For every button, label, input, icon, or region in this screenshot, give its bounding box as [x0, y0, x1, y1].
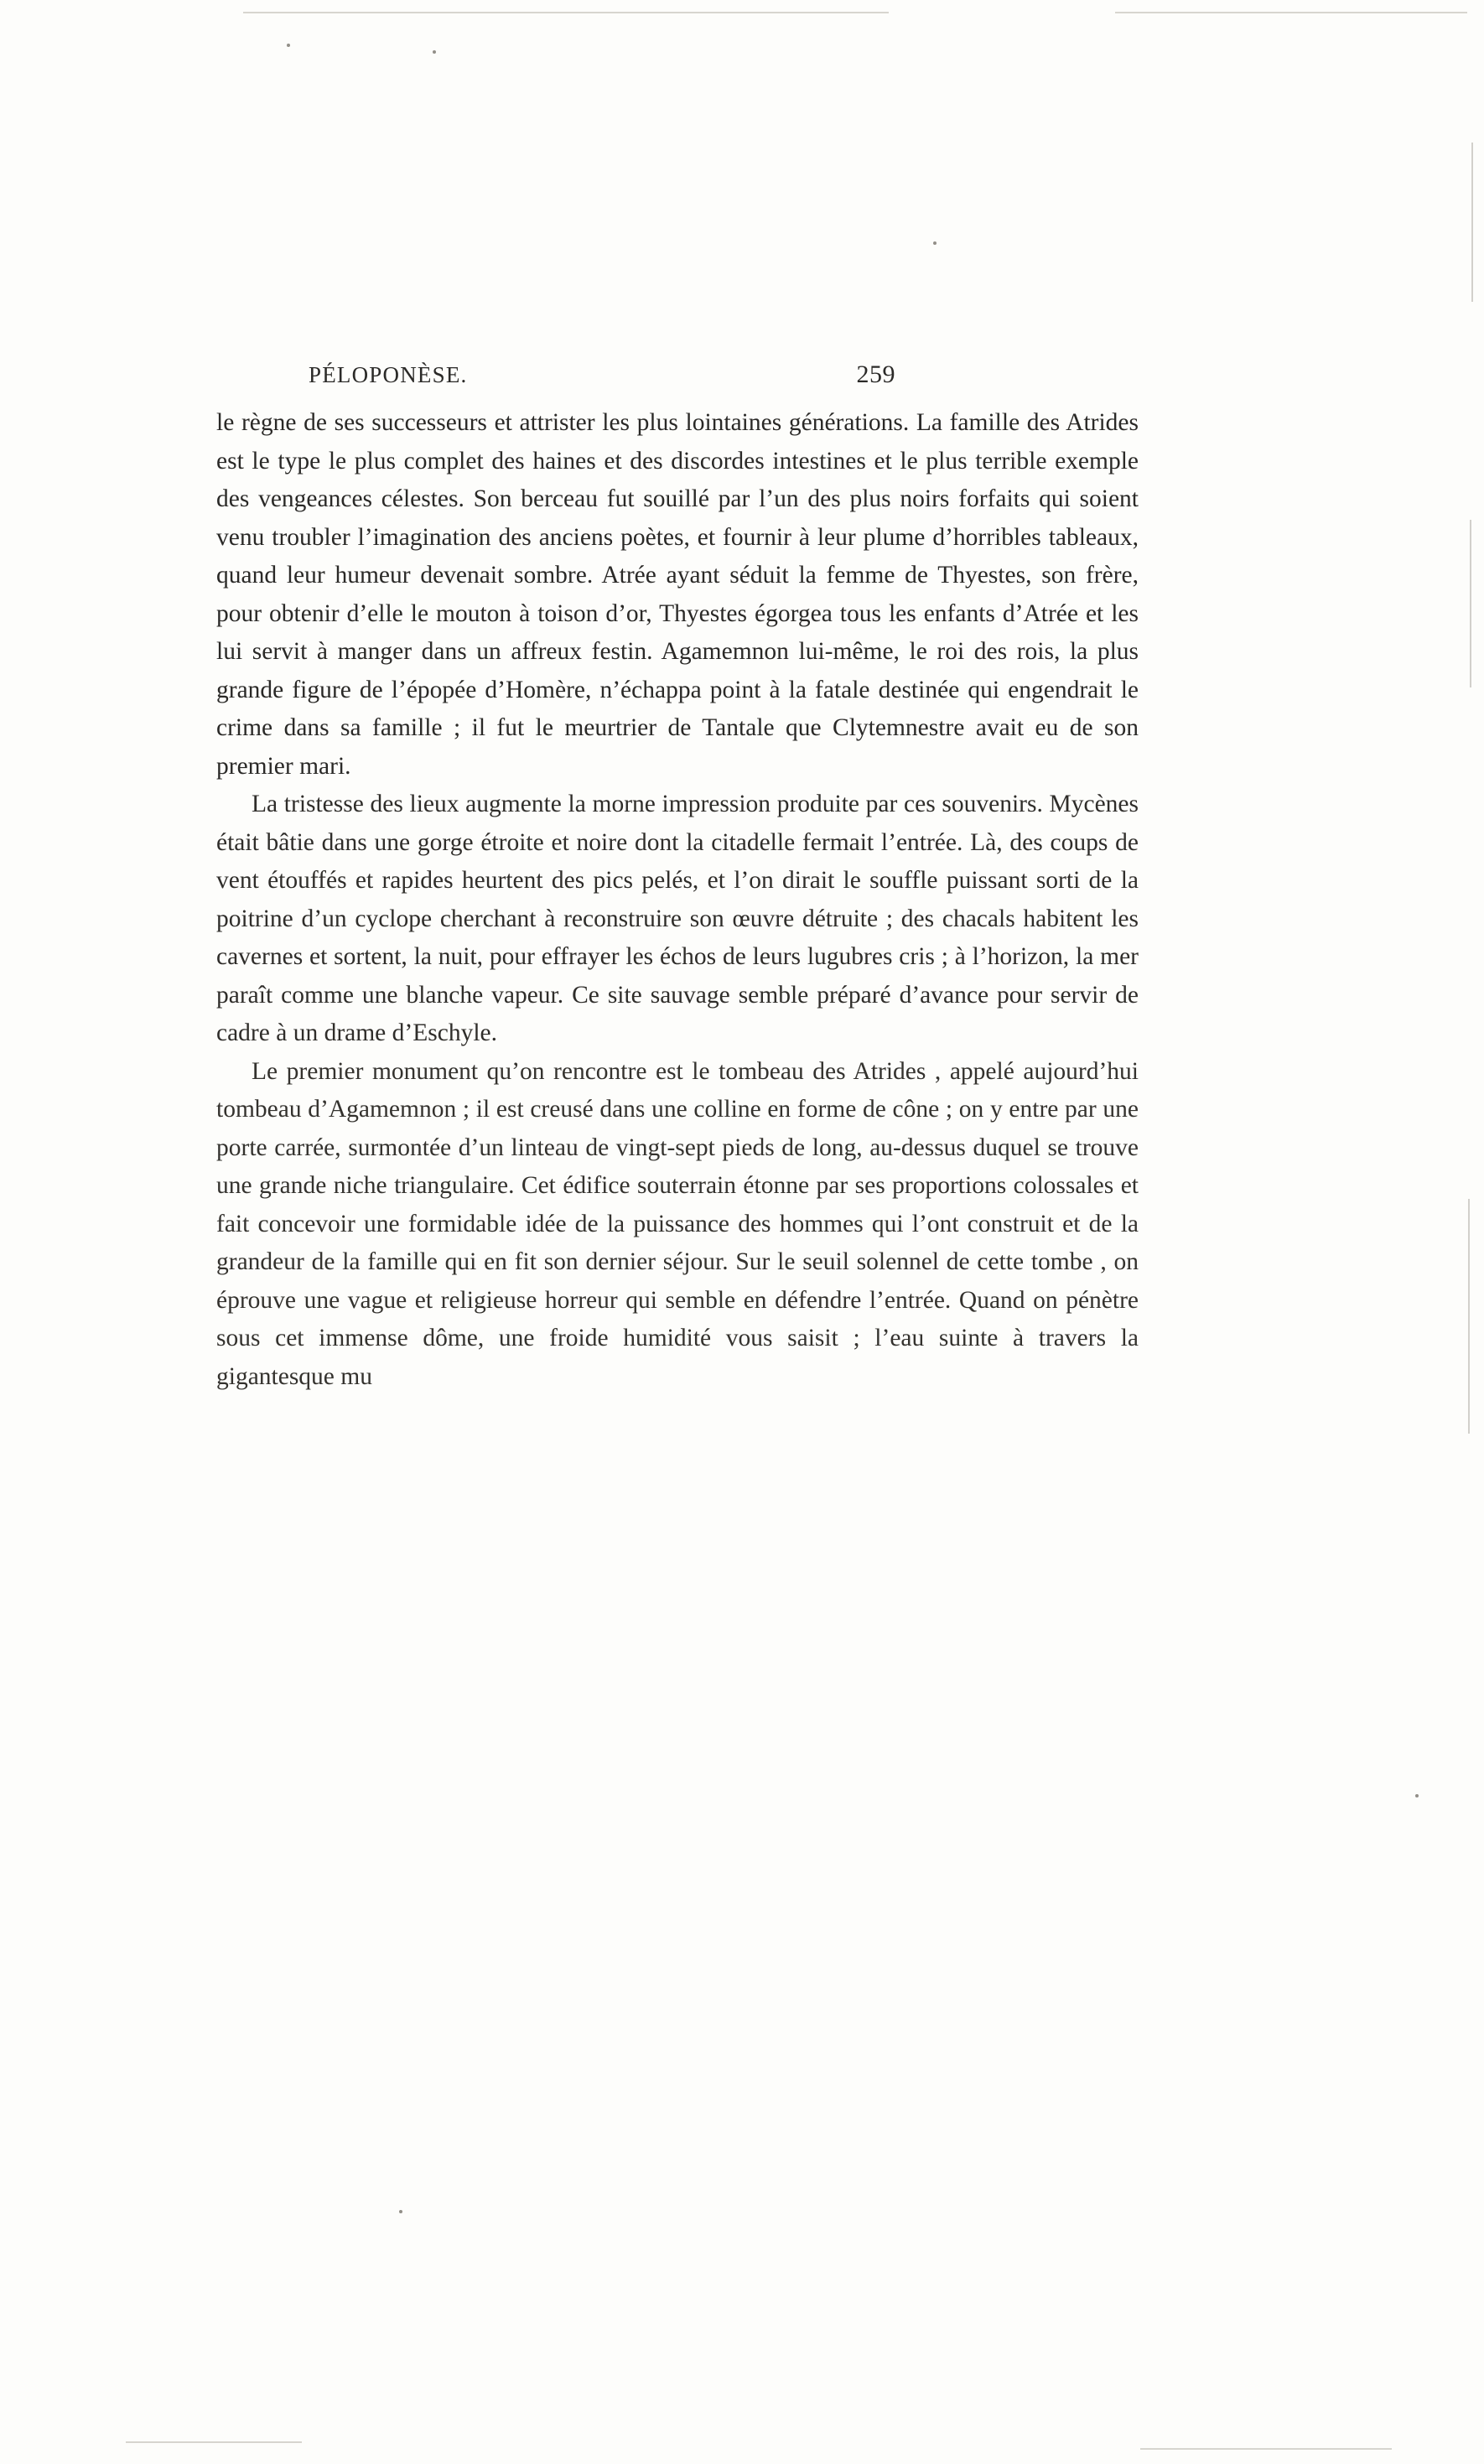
- scan-speck-d: [399, 2210, 402, 2213]
- scan-speck-e: [1415, 1794, 1419, 1797]
- paragraph-1: le règne de ses successeurs et attrister les plus lointaines générations. La famille des Atrides est le type le plus complet des haines et des discordes intestines et le plus terrible exemple des vengeances célestes. Son berceau fut souillé par l’un des plus noirs forfaits qui soient venu troubler l’imagination des anciens poètes, et fournir à leur plume d’horribles tableaux, quand leur humeur devenait sombre. Atrée ayant séduit la femme de Thyestes, son frère, pour obtenir d’elle le mouton à toison d’or, Thyestes égorgea tous les enfants d’Atrée et les lui servit à manger dans un affreux festin. Agamemnon lui-même, le roi des rois, la plus grande figure de l’épopée d’Homère, n’échappa point à la fatale destinée qui engendrait le crime dans sa famille ; il fut le meurtrier de Tantale que Clytemnestre avait eu de son premier mari.: [216, 409, 1139, 780]
- text-column: [216, 361, 1139, 1396]
- scan-edge-rule-right-lower: [1468, 1199, 1470, 1434]
- scan-speck-c: [933, 241, 937, 245]
- scan-artifact-bottom-right: [1140, 2448, 1392, 2450]
- running-head: [309, 361, 895, 389]
- paragraph-3: Le premier monument qu’on rencontre est le tombeau des Atrides , appelé aujourd’hui tombeau d’Agamemnon ; il est creusé dans une colline en forme de cône ; on y entre par une porte carrée, surmontée d’un linteau de vingt-sept pieds de long, au-dessus duquel se trouve une grande niche triangulaire. Cet édifice souterrain étonne par ses proportions colossales et fait concevoir une formidable idée de la puissance des hommes qui l’ont construit et de la grandeur de la famille qui en fit son dernier séjour. Sur le seuil solennel de cette tombe , on éprouve une vague et religieuse horreur qui semble en défendre l’entrée. Quand on pénètre sous cet immense dôme, une froide humidité vous saisit ; l’eau suinte à travers la gigantesque mu: [216, 1057, 1139, 1390]
- page-number: 259: [856, 361, 895, 388]
- scan-artifact-bottom-left: [126, 2441, 302, 2443]
- scan-edge-rule-right-upper: [1471, 143, 1473, 302]
- scan-artifact-top-left: [243, 12, 889, 13]
- scan-edge-rule-right-mid: [1470, 520, 1471, 687]
- running-head-title: PÉLOPONÈSE.: [309, 362, 468, 387]
- paragraph-2: La tristesse des lieux augmente la morne impression produite par ces souvenirs. Mycènes était bâtie dans une gorge étroite et noire dont la citadelle fermait l’entrée. Là, des coups de vent étouffés et rapides heurtent des pics pelés, et l’on dirait le souffle puissant sorti de la poitrine d’un cyclope cherchant à reconstruire son œuvre détruite ; des chacals habitent les cavernes et sortent, la nuit, pour effrayer les échos de leurs lugubres cris ; à l’horizon, la mer paraît comme une blanche vapeur. Ce site sauvage semble préparé d’avance pour servir de cadre à un drame d’Eschyle.: [216, 791, 1139, 1046]
- scan-speck-a: [287, 44, 290, 47]
- scan-artifact-top-right: [1115, 12, 1467, 13]
- scan-speck-b: [433, 50, 436, 54]
